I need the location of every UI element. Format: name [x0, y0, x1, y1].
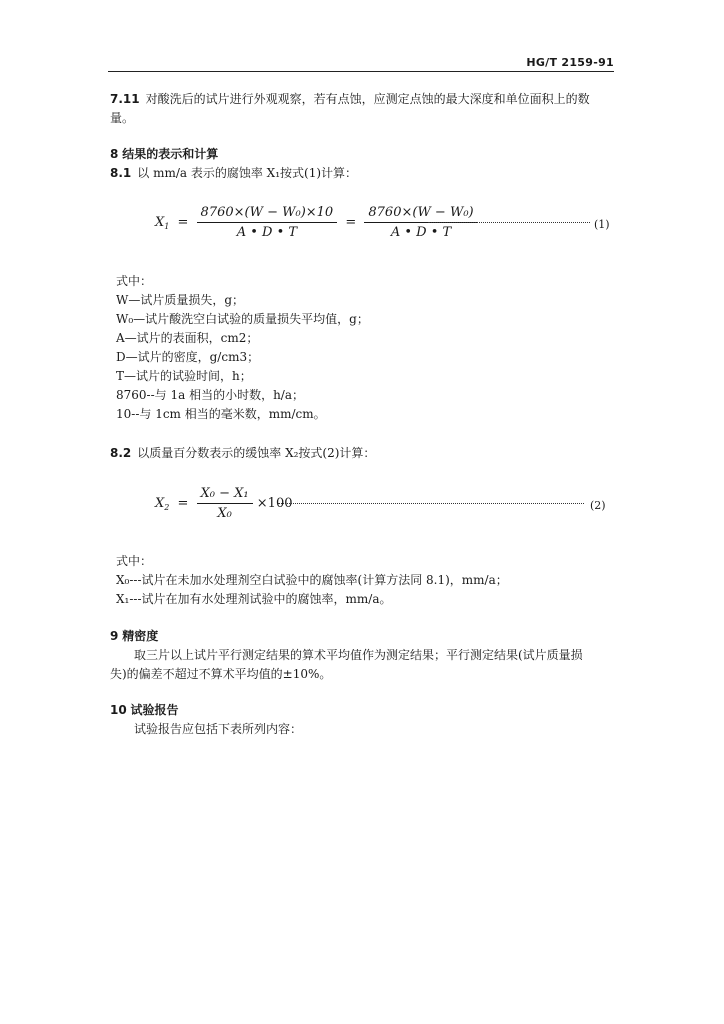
legend-item: W₀—试片酸洗空白试验的质量损失平均值，g； [116, 312, 369, 326]
legend-item: T—试片的试验时间，h； [116, 369, 252, 383]
formula-1 [155, 205, 620, 245]
legend-item: 10--与 1cm 相当的毫米数，mm/cm。 [116, 407, 326, 421]
section-number: 8 [110, 147, 119, 161]
clause-number: 7.11 [110, 92, 140, 106]
section-10 [110, 701, 616, 739]
section-title: 试验报告 [130, 703, 179, 717]
multiplier: ×100 [256, 496, 293, 511]
fraction-1 [197, 205, 338, 240]
legend-item: 8760--与 1a 相当的小时数，h/a； [116, 388, 304, 402]
clause-7-11 [110, 90, 616, 128]
formula-lhs: $X_2$ [155, 495, 170, 512]
clause-8-1 [110, 164, 616, 183]
section-text-cont: 失)的偏差不超过不算术平均值的±10%。 [110, 667, 332, 681]
section-title: 精密度 [122, 629, 159, 643]
clause-text: 以质量百分数表示的缓蚀率 X₂按式(2)计算： [137, 446, 376, 460]
clause-text: 对酸洗后的试片进行外观观察，若有点蚀，应测定点蚀的最大深度和单位面积上的数 [145, 92, 590, 106]
clause-8-2 [110, 444, 616, 463]
clause-number: 8.1 [110, 166, 132, 180]
dot-leader [278, 503, 584, 504]
legend-item: X₁---试片在加有水处理剂试验中的腐蚀率，mm/a。 [116, 592, 392, 606]
formula-2-legend [110, 552, 616, 609]
section-number: 10 [110, 703, 127, 717]
clause-number: 8.2 [110, 446, 132, 460]
section-text: 取三片以上试片平行测定结果的算术平均值作为测定结果；平行测定结果(试片质量损 [134, 648, 583, 662]
dot-leader [428, 222, 590, 223]
fraction-numerator: 8760×(W − W₀) [364, 205, 477, 223]
formula-2 [155, 486, 620, 526]
clause-text: 以 mm/a 表示的腐蚀率 X₁按式(1)计算： [137, 166, 358, 180]
fraction-denominator: A • D • T [236, 225, 298, 240]
legend-intro: 式中： [116, 274, 153, 288]
legend-item: D—试片的密度，g/cm3； [116, 350, 260, 364]
legend-item: A—试片的表面积，cm2； [116, 331, 259, 345]
standard-code: HG/T 2159-91 [526, 56, 614, 69]
equation-number: (2) [590, 499, 606, 512]
section-number: 9 [110, 629, 119, 643]
equation-number: (1) [594, 218, 610, 231]
header-rule [108, 71, 614, 72]
section-title: 结果的表示和计算 [122, 147, 219, 161]
fraction-numerator: 8760×(W − W₀)×10 [197, 205, 338, 223]
fraction [197, 486, 253, 521]
clause-text-cont: 量。 [110, 111, 135, 125]
fraction-numerator: X₀ − X₁ [197, 486, 253, 504]
section-text: 试验报告应包括下表所列内容： [134, 722, 303, 736]
formula-lhs: $X_1$ [155, 214, 170, 231]
legend-intro: 式中： [116, 554, 153, 568]
fraction-denominator: A • D • T [390, 225, 452, 240]
legend-item: W—试片质量损失，g； [116, 293, 245, 307]
equals-sign: = [177, 496, 189, 511]
formula-1-legend [110, 272, 616, 424]
equals-sign: = [345, 215, 357, 230]
section-8-heading [110, 145, 616, 164]
section-9 [110, 627, 616, 684]
legend-item: X₀---试片在未加水处理剂空白试验中的腐蚀率(计算方法同 8.1)，mm/a； [116, 573, 508, 587]
equals-sign: = [177, 215, 189, 230]
fraction-denominator: X₀ [217, 506, 232, 521]
